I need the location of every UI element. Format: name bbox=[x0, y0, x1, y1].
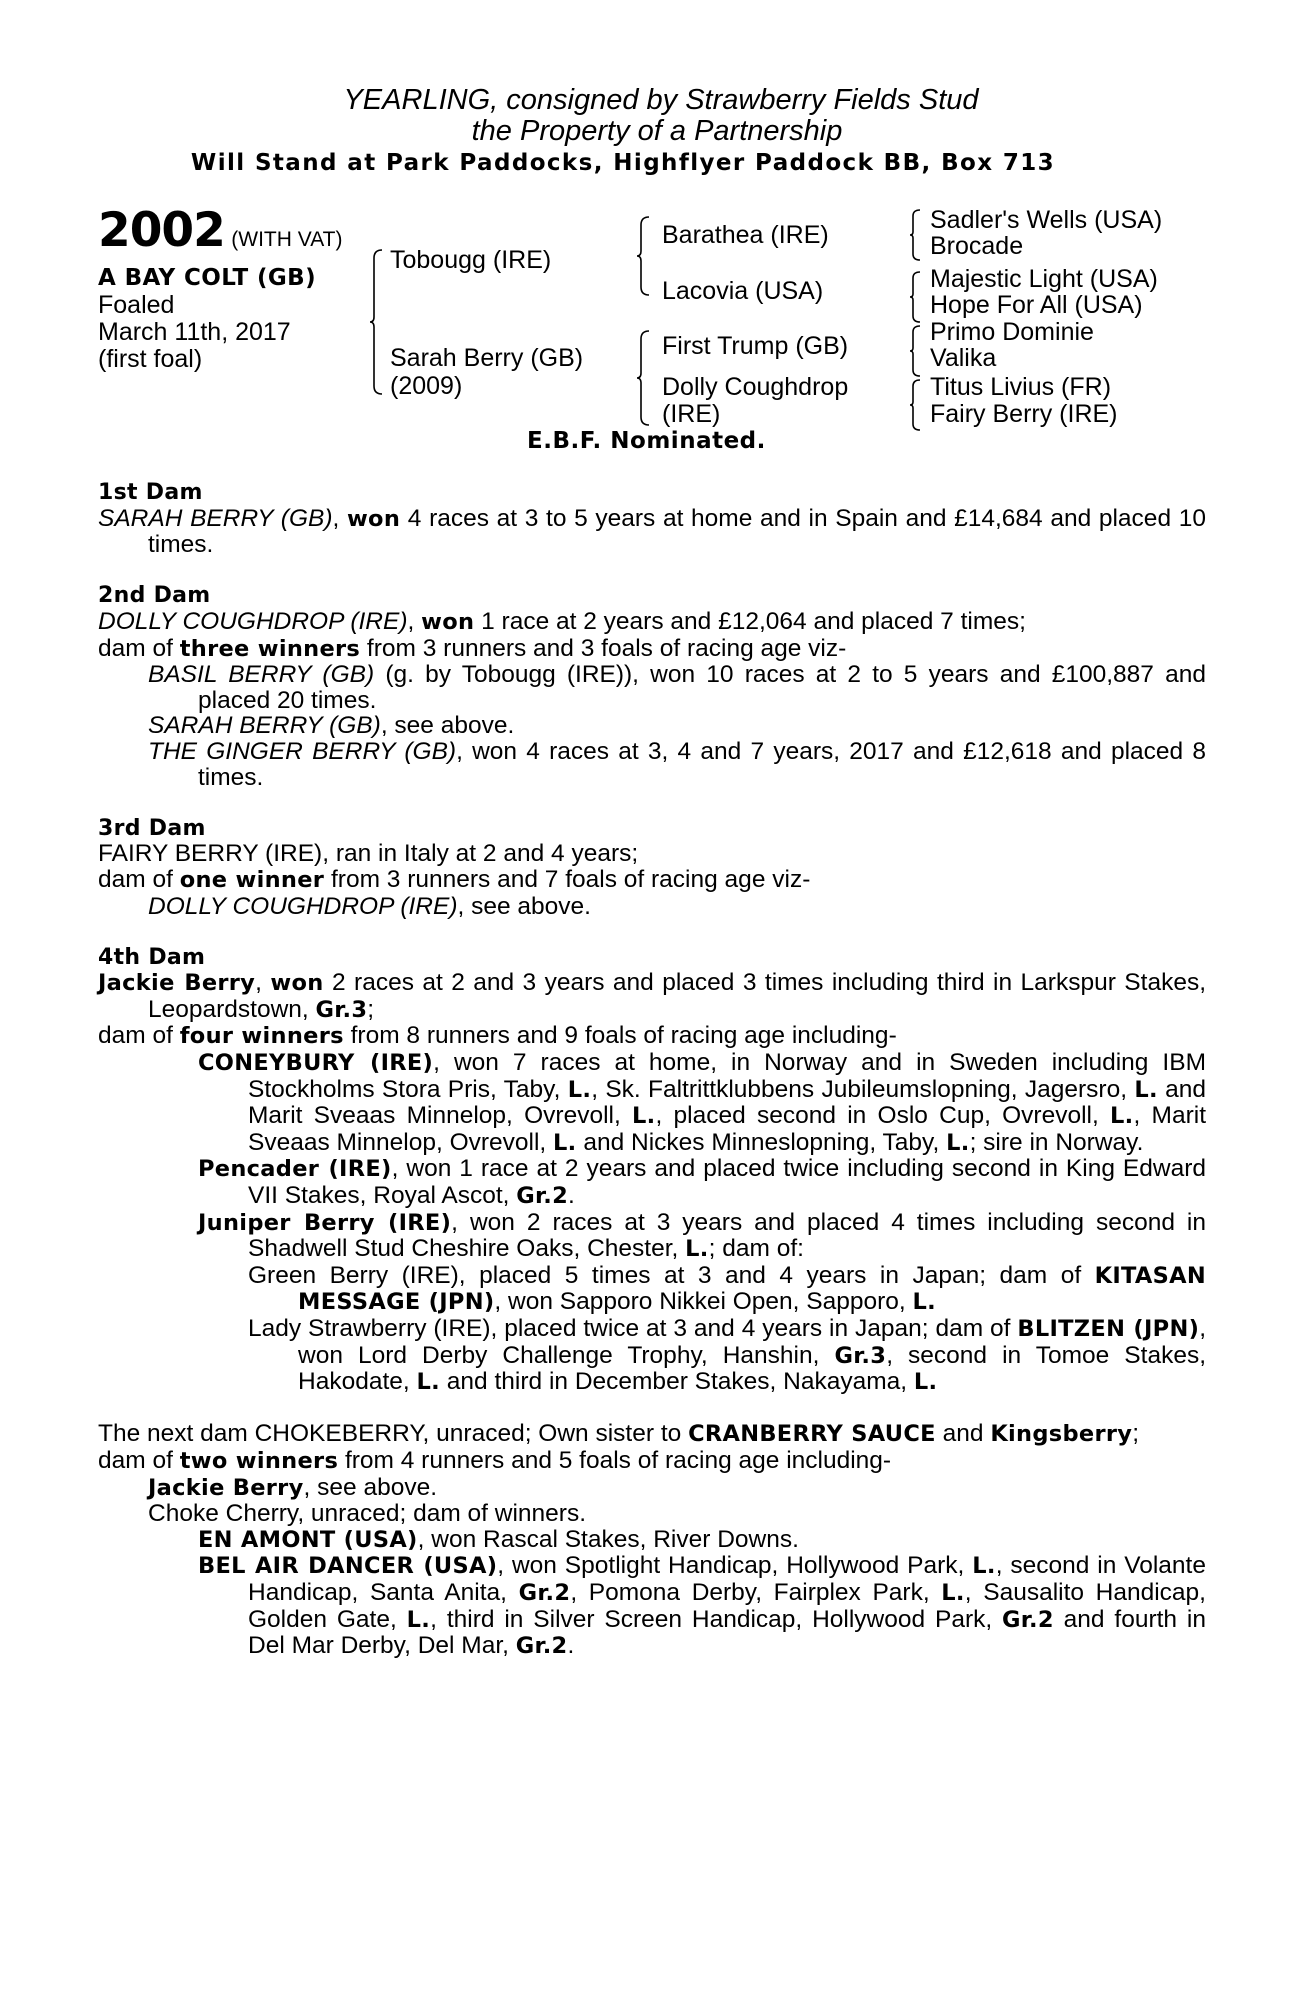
record-line bbox=[98, 894, 1206, 920]
bold-text: L. bbox=[632, 1103, 656, 1130]
text-run: , Pomona Derby, Fairplex Park, bbox=[570, 1578, 942, 1606]
text-run: and bbox=[935, 1420, 991, 1448]
dam: Sarah Berry (GB) bbox=[390, 344, 584, 372]
record-line bbox=[98, 1448, 1206, 1475]
text-run: ; sire in Norway. bbox=[969, 1128, 1144, 1156]
dam-section bbox=[98, 945, 1206, 1396]
bold-text: won bbox=[270, 970, 324, 997]
text-run: 1 race at 2 years and £12,064 and placed 7 times; bbox=[474, 607, 1026, 635]
bold-text: won bbox=[421, 608, 475, 635]
record-line bbox=[98, 1527, 1206, 1554]
section-gap bbox=[98, 558, 1206, 584]
text-run: and Nickes Minneslopning, Taby, bbox=[576, 1128, 947, 1156]
text-run: , won 4 races at 3, 4 and 7 years, 2017 and £12,618 and placed 8 times. bbox=[198, 737, 1206, 791]
record-line bbox=[98, 609, 1206, 636]
italic-name: DOLLY COUGHDROP (IRE) bbox=[148, 892, 458, 920]
dam-section bbox=[98, 816, 1206, 919]
dam-dam: Dolly Coughdrop bbox=[662, 373, 849, 401]
bold-text: three winners bbox=[179, 635, 361, 662]
bold-text: Kingsberry bbox=[990, 1421, 1133, 1448]
property-line: the Property of a Partnership bbox=[471, 115, 843, 147]
g-bracket-3 bbox=[910, 324, 922, 378]
bold-text: L. bbox=[912, 1289, 937, 1316]
bold-text: Gr.3 bbox=[834, 1342, 887, 1369]
consignor-line: YEARLING, consigned by Strawberry Fields Stud bbox=[343, 84, 979, 116]
lot-heading bbox=[98, 203, 343, 258]
text-run: (g. by Tobougg (IRE)), won 10 races at 2 to 5 years and £100,887 and placed 20 times. bbox=[198, 661, 1206, 714]
italic-name: DOLLY COUGHDROP (IRE) bbox=[98, 607, 408, 635]
text-run: The next dam CHOKEBERRY, unraced; Own sister to bbox=[98, 1420, 689, 1448]
family-notes bbox=[98, 480, 1206, 1660]
text-run: , second in Tomoe Stakes, Hakodate, bbox=[298, 1341, 1207, 1396]
foaled-date: March 11th, 2017 bbox=[98, 318, 291, 346]
italic-name: SARAH BERRY (GB) bbox=[148, 712, 381, 740]
g-bracket-2 bbox=[910, 270, 922, 324]
bold-text: L. bbox=[553, 1129, 577, 1156]
record-line bbox=[98, 1156, 1206, 1209]
bold-text: Jackie Berry bbox=[148, 1474, 304, 1501]
text-run: ; bbox=[1132, 1420, 1140, 1448]
text-run: , won 1 race at 2 years and placed twice including second in King Edward VII Stakes, Royal Ascot, bbox=[248, 1155, 1206, 1210]
text-run: , won Rascal Stakes, River Downs. bbox=[417, 1525, 799, 1553]
dam-line-bracket bbox=[637, 330, 651, 426]
record-line bbox=[98, 1023, 1206, 1050]
bold-text: L. bbox=[941, 1579, 965, 1606]
bold-text: four winners bbox=[179, 1023, 344, 1050]
text-run: ; bbox=[367, 995, 375, 1023]
text-run: . bbox=[567, 1632, 575, 1660]
text-run: from 4 runners and 5 foals of racing age including- bbox=[338, 1446, 892, 1474]
section-heading: 2nd Dam bbox=[98, 583, 211, 609]
section-heading: 3rd Dam bbox=[98, 815, 206, 841]
text-run: dam of bbox=[98, 1446, 180, 1474]
bold-text: CRANBERRY SAUCE bbox=[688, 1421, 936, 1448]
text-run: , won Sapporo Nikkei Open, Sapporo, bbox=[494, 1288, 913, 1316]
text-run: , won 2 races at 3 years and placed 4 times including second in Shadwell Stud Cheshire Oaks, Chester, bbox=[248, 1208, 1206, 1263]
text-run: , third in Silver Screen Handicap, Hollywood Park, bbox=[430, 1605, 1003, 1633]
foal-note: (first foal) bbox=[98, 345, 203, 373]
bold-text: L. bbox=[416, 1369, 440, 1396]
vat-note: (WITH VAT) bbox=[231, 228, 343, 251]
text-run: , placed second in Oslo Cup, Ovrevoll, bbox=[655, 1102, 1111, 1130]
ancestor-4: Hope For All (USA) bbox=[930, 291, 1143, 319]
lot-title: A BAY COLT (GB) bbox=[98, 265, 317, 291]
bold-text: L. bbox=[685, 1236, 709, 1263]
text-run: dam of bbox=[98, 865, 180, 893]
text-run: FAIRY BERRY (IRE), ran in Italy at 2 and 4 years; bbox=[98, 840, 639, 868]
text-run: from 3 runners and 3 foals of racing age viz- bbox=[360, 634, 847, 662]
bold-text: Jackie Berry bbox=[98, 970, 256, 997]
record-line bbox=[98, 662, 1206, 713]
text-run: from 8 runners and 9 foals of racing age including- bbox=[343, 1022, 897, 1050]
record-line bbox=[98, 506, 1206, 558]
lot-number: 2002 bbox=[98, 203, 225, 258]
text-run: , bbox=[332, 504, 347, 532]
text-run: dam of bbox=[98, 634, 180, 662]
text-run: . bbox=[568, 1182, 575, 1210]
section-heading: 1st Dam bbox=[98, 480, 203, 505]
bold-text: Gr.3 bbox=[315, 996, 368, 1023]
ancestor-5: Primo Dominie bbox=[930, 318, 1094, 346]
text-run: and fourth in Del Mar Derby, Del Mar, bbox=[248, 1605, 1206, 1660]
text-run: and Marit Sveaas Minnelop, Ovrevoll, bbox=[248, 1075, 1206, 1130]
dam-year: (2009) bbox=[390, 372, 463, 400]
ancestor-3: Majestic Light (USA) bbox=[930, 265, 1158, 293]
italic-name: BASIL BERRY (GB) bbox=[148, 661, 375, 689]
bold-text: two winners bbox=[179, 1447, 339, 1474]
record-line bbox=[98, 970, 1206, 1023]
section-gap bbox=[98, 919, 1206, 945]
ebf-nomination: E.B.F. Nominated. bbox=[527, 428, 766, 454]
text-run: , see above. bbox=[303, 1473, 438, 1501]
record-line bbox=[98, 841, 1206, 867]
bold-text: L. bbox=[913, 1369, 938, 1396]
dam-section bbox=[98, 1421, 1206, 1659]
bold-text: Pencader (IRE) bbox=[198, 1156, 392, 1183]
record-line bbox=[98, 1263, 1206, 1316]
record-line bbox=[98, 713, 1206, 739]
dam-section bbox=[98, 583, 1206, 790]
section-gap bbox=[98, 1396, 1206, 1422]
text-run: Green Berry (IRE), placed 5 times at 3 and 4 years in Japan; dam of bbox=[248, 1261, 1095, 1289]
bold-text: L. bbox=[972, 1553, 996, 1580]
bold-text: one winner bbox=[179, 866, 325, 893]
bold-text: Gr.2 bbox=[518, 1579, 571, 1606]
bold-text: Juniper Berry (IRE) bbox=[198, 1209, 452, 1236]
text-run: and third in December Stakes, Nakayama, bbox=[440, 1368, 914, 1396]
text-run: , Sausalito Handicap, Golden Gate, bbox=[248, 1578, 1206, 1633]
bold-text: EN AMONT (USA) bbox=[198, 1526, 418, 1553]
ancestor-7: Titus Livius (FR) bbox=[930, 373, 1112, 401]
text-run: , second in Volante Handicap, Santa Anita, bbox=[248, 1552, 1206, 1606]
bold-text: L. bbox=[1110, 1103, 1134, 1130]
section-gap bbox=[98, 790, 1206, 816]
record-line bbox=[98, 636, 1206, 663]
text-run: , Sk. Faltrittklubbens Jubileumslopning, Jagersro, bbox=[591, 1075, 1135, 1103]
record-line bbox=[98, 739, 1206, 790]
record-line bbox=[98, 1316, 1206, 1396]
bold-text: BEL AIR DANCER (USA) bbox=[198, 1553, 498, 1580]
sire-sire: Barathea (IRE) bbox=[662, 221, 829, 249]
ancestor-6: Valika bbox=[930, 344, 997, 372]
record-line bbox=[98, 1553, 1206, 1659]
bold-text: Gr.2 bbox=[1002, 1606, 1054, 1633]
bold-text: KITASAN MESSAGE (JPN) bbox=[298, 1262, 1206, 1316]
text-run: , won 7 races at home, in Norway and in Sweden including IBM Stockholms Stora Pris, Taby, bbox=[248, 1049, 1206, 1103]
text-run: , bbox=[255, 969, 271, 997]
record-line bbox=[98, 1501, 1206, 1527]
record-line bbox=[98, 1421, 1206, 1448]
bold-text: L. bbox=[567, 1076, 592, 1103]
sire-dam: Lacovia (USA) bbox=[662, 277, 824, 305]
text-run: , won Spotlight Handicap, Hollywood Park, bbox=[497, 1552, 973, 1580]
text-run: 2 races at 2 and 3 years and placed 3 times including third in Larkspur Stakes, Leopardstown, bbox=[148, 969, 1206, 1023]
text-run: 4 races at 3 to 5 years at home and in Spain and £14,684 and placed 10 times. bbox=[148, 504, 1206, 559]
record-line bbox=[98, 1475, 1206, 1502]
foaled-label: Foaled bbox=[98, 291, 175, 319]
italic-name: SARAH BERRY (GB) bbox=[98, 504, 333, 532]
text-run: , see above. bbox=[457, 892, 591, 920]
record-line bbox=[98, 867, 1206, 894]
bold-text: won bbox=[346, 505, 401, 532]
g-bracket-1 bbox=[910, 208, 922, 262]
text-run: , bbox=[407, 607, 422, 635]
record-line bbox=[98, 1210, 1206, 1263]
bold-text: L. bbox=[946, 1129, 970, 1156]
sire-dam-bracket bbox=[370, 249, 384, 395]
text-run: , Marit Sveaas Minnelop, Ovrevoll, bbox=[248, 1102, 1207, 1156]
text-run: Lady Strawberry (IRE), placed twice at 3 and 4 years in Japan; dam of bbox=[248, 1315, 1018, 1342]
ancestor-2: Brocade bbox=[930, 232, 1024, 260]
record-line bbox=[98, 1050, 1206, 1156]
bold-text: L. bbox=[1134, 1076, 1158, 1103]
g-bracket-4 bbox=[910, 378, 922, 432]
sire-line-bracket bbox=[637, 216, 651, 296]
dam-dam-suffix: (IRE) bbox=[662, 400, 721, 428]
ancestor-1: Sadler's Wells (USA) bbox=[930, 206, 1163, 234]
bold-text: Gr.2 bbox=[516, 1183, 569, 1210]
text-run: , won Lord Derby Challenge Trophy, Hanshin, bbox=[298, 1315, 1206, 1369]
dam-sire: First Trump (GB) bbox=[662, 332, 849, 360]
bold-text: Gr.2 bbox=[515, 1633, 568, 1660]
sire: Tobougg (IRE) bbox=[390, 246, 552, 274]
dam-section bbox=[98, 480, 1206, 558]
bold-text: CONEYBURY (IRE) bbox=[198, 1050, 434, 1077]
text-run: ; dam of: bbox=[708, 1235, 804, 1263]
italic-name: THE GINGER BERRY (GB) bbox=[148, 737, 457, 765]
text-run: , see above. bbox=[380, 712, 515, 740]
bold-text: L. bbox=[406, 1606, 431, 1633]
text-run: Choke Cherry, unraced; dam of winners. bbox=[148, 1500, 587, 1528]
text-run: from 3 runners and 7 foals of racing age viz- bbox=[324, 865, 811, 893]
bold-text: BLITZEN (JPN) bbox=[1017, 1316, 1200, 1342]
stabling-line: Will Stand at Park Paddocks, Highflyer Paddock BB, Box 713 bbox=[190, 150, 1056, 176]
text-run: dam of bbox=[98, 1022, 180, 1050]
ancestor-8: Fairy Berry (IRE) bbox=[930, 400, 1118, 428]
section-heading: 4th Dam bbox=[98, 944, 206, 970]
